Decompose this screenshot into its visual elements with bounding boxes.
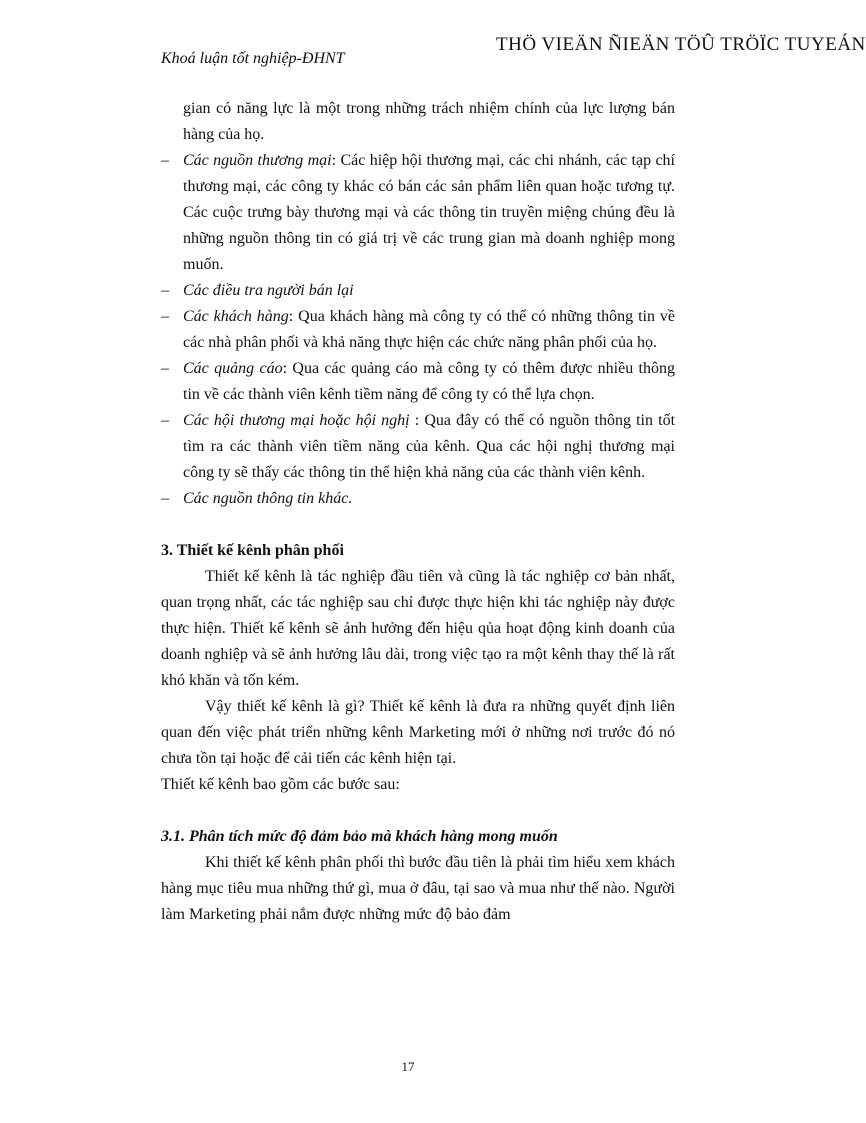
bullet-lead: Các nguồn thông tin khác. xyxy=(183,490,353,507)
bullet-text: Qua đây có thể có nguồn thông tin tốt tìm ra các thành viên tiềm năng của kênh. Qua các hội nghị thương mại công ty sẽ thấy các thông tin thể hiện khả năng của các thành viên kênh. xyxy=(183,412,676,481)
page-body xyxy=(161,96,675,928)
bullet-item xyxy=(161,304,675,356)
bullet-sep: : xyxy=(288,308,299,325)
section-3-paragraph-1: Thiết kế kênh là tác nghiệp đầu tiên và cũng là tác nghiệp cơ bản nhất, quan trọng nhất, các tác nghiệp sau chỉ được thực hiện khi tác nghiệp này được thực hiện. Thiết kế kênh sẽ ảnh hưởng đến hiệu qủa hoạt động kinh doanh của doanh nghiệp và sẽ ảnh hưởng lâu dài, trong việc tạo ra một kênh thay thế là rất khó khăn và tốn kém. xyxy=(161,568,675,689)
bullet-sep: : xyxy=(331,152,341,169)
watermark-header: THÖ VIEÄN ÑIEÄN TÖÛ TRÖÏC TUYEÁN xyxy=(496,34,866,55)
bullet-sep: : xyxy=(409,412,425,429)
bullet-lead: Các khách hàng xyxy=(183,308,289,325)
dash-marker: – xyxy=(161,152,169,169)
section-3-paragraph-3: Thiết kế kênh bao gồm các bước sau: xyxy=(161,776,400,793)
bullet-sep: : xyxy=(282,360,293,377)
bullet-text: Qua các quảng cáo mà công ty có thêm được nhiều thông tin về các thành viên kênh tiềm năng để công ty có thể lựa chọn. xyxy=(183,360,676,403)
bullet-text: Các hiệp hội thương mại, các chi nhánh, các tạp chí thương mại, các công ty khác có bán các sản phẩm liên quan hoặc tương tự. Các cuộc trưng bày thương mại và các thông tin truyền miệng chúng đều là những nguồn thông tin có giá trị về các trung gian mà doanh nghiệp mong muốn. xyxy=(183,152,676,273)
bullet-item xyxy=(161,148,675,278)
bullet-lead: Các điều tra người bán lại xyxy=(183,282,354,299)
bullet-item xyxy=(161,408,675,486)
dash-marker: – xyxy=(161,360,169,377)
bullet-lead: Các nguồn thương mại xyxy=(183,152,332,169)
bullet-lead: Các hội thương mại hoặc hội nghị xyxy=(183,412,410,429)
bullet-text: Qua khách hàng mà công ty có thể có những thông tin về các nhà phân phối và khả năng thực hiện các chức năng phân phối của họ. xyxy=(183,308,675,351)
bullet-item xyxy=(161,356,675,408)
section-3-1-paragraph-1: Khi thiết kế kênh phân phối thì bước đầu tiên là phải tìm hiểu xem khách hàng mục tiêu mua những thứ gì, mua ở đâu, tại sao và mua như thế nào. Người làm Marketing phải nắm được những mức độ bảo đảm xyxy=(161,854,675,923)
section-3-paragraph-2: Vậy thiết kế kênh là gì? Thiết kế kênh là đưa ra những quyết định liên quan đến việc phát triển những kênh Marketing mới ở những nơi trước đó nó chưa tồn tại hoặc để cải tiến các kênh hiện tại. xyxy=(161,698,675,767)
bullet-item xyxy=(161,278,675,304)
section-3-heading: 3. Thiết kế kênh phân phối xyxy=(161,542,344,559)
dash-marker: – xyxy=(161,308,169,325)
dash-marker: – xyxy=(161,412,169,429)
intro-continuation: gian có năng lực là một trong những trách nhiệm chính của lực lượng bán hàng của họ. xyxy=(183,100,675,143)
dash-marker: – xyxy=(161,490,169,507)
section-3-1-heading: 3.1. Phân tích mức độ đảm bảo mà khách hàng mong muốn xyxy=(161,828,558,845)
dash-marker: – xyxy=(161,282,169,299)
page-number: 17 xyxy=(401,1059,415,1074)
bullet-item xyxy=(161,486,675,512)
bullet-lead: Các quảng cáo xyxy=(183,360,283,377)
running-header: Khoá luận tốt nghiệp-ĐHNT xyxy=(161,50,345,67)
